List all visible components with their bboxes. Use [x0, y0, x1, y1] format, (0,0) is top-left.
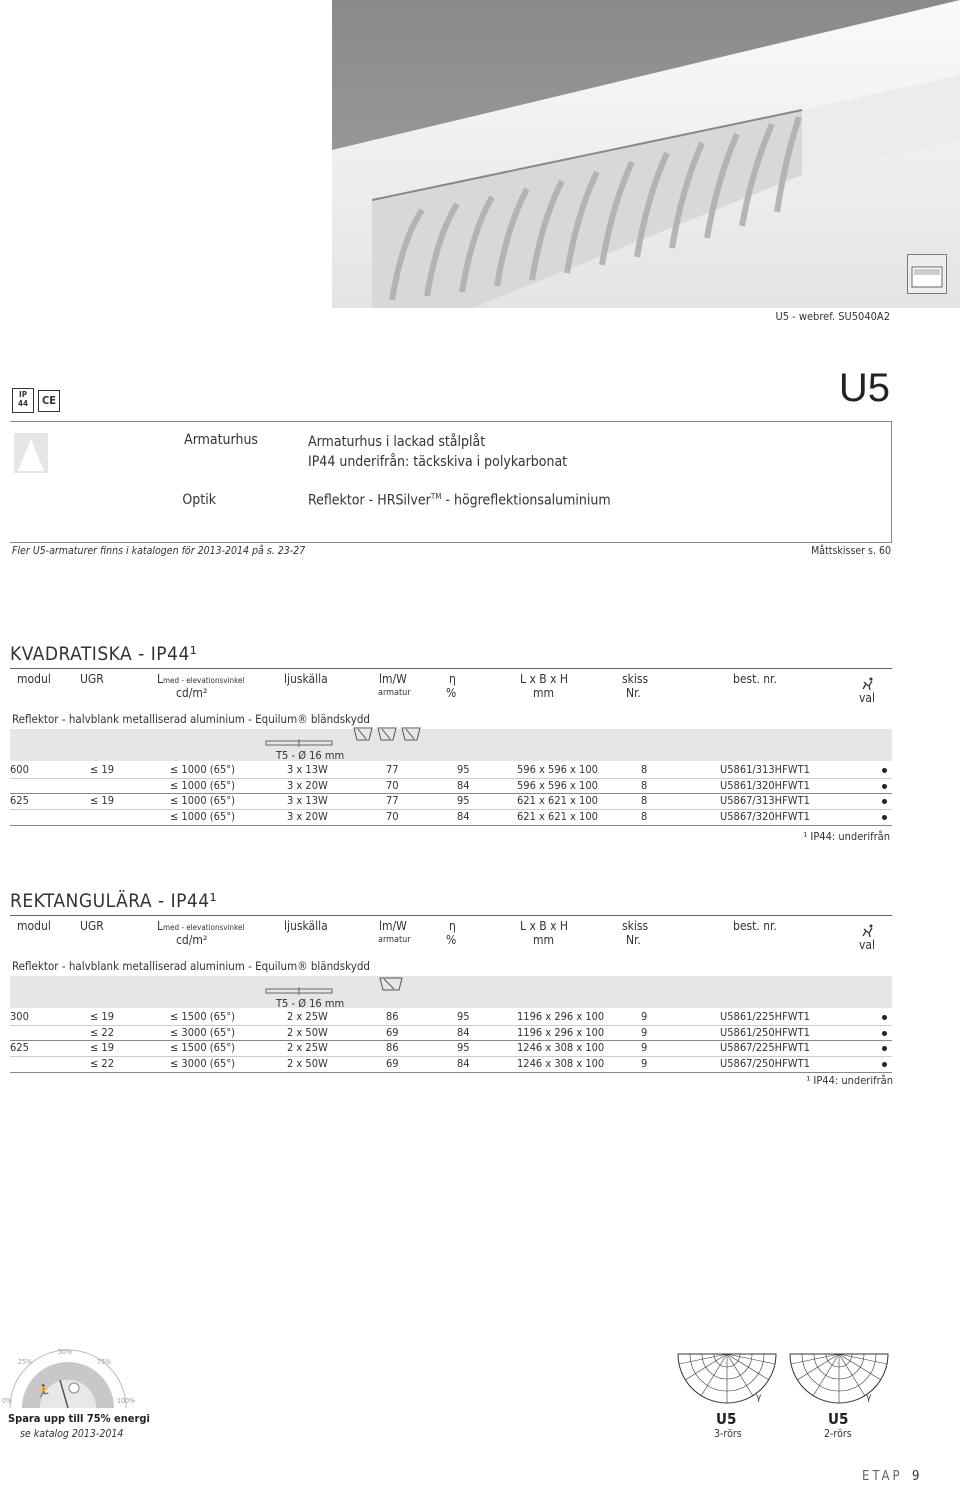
section-title-rect: REKTANGULÄRA - IP44¹ — [10, 890, 218, 912]
gauge-label-100: 100% — [117, 1397, 136, 1405]
footnote-rect: ¹ IP44: underifrån — [806, 1074, 893, 1087]
row-divider — [10, 778, 892, 779]
table-row: ≤ 22 ≤ 3000 (65°) 2 x 50W 69 84 1196 x 296 x 100 9 U5861/250HFWT1 — [10, 1025, 892, 1041]
table-row: ≤ 22 ≤ 3000 (65°) 2 x 50W 69 84 1246 x 308 x 100 9 U5867/250HFWT1 — [10, 1056, 892, 1072]
availability-dot — [882, 1046, 887, 1051]
divider — [10, 668, 892, 669]
photometric-code-2: U5 — [828, 1410, 849, 1428]
spec-label-housing: Armaturhus — [184, 432, 258, 448]
availability-dot — [882, 1031, 887, 1036]
lamp-label-rect: T5 - Ø 16 mm — [276, 997, 345, 1010]
table-row: 625 ≤ 19 ≤ 1000 (65°) 3 x 13W 77 95 621 x 621 x 100 8 U5867/313HFWT1 — [10, 793, 892, 809]
table-row: 625 ≤ 19 ≤ 1500 (65°) 2 x 25W 86 95 1246 x 308 x 100 9 U5867/225HFWT1 — [10, 1040, 892, 1056]
availability-dot — [882, 768, 887, 773]
louvre-icon — [378, 976, 404, 996]
availability-dot — [882, 1015, 887, 1020]
reflector-desc-rect: Reflektor - halvblank metalliserad aluminium - Equilum® bländskydd — [12, 959, 370, 973]
web-reference: U5 - webref. SU5040A2 — [775, 310, 890, 323]
availability-dot — [882, 1062, 887, 1067]
luminaire-illustration — [332, 0, 960, 308]
section-title-square: KVADRATISKA - IP44¹ — [10, 643, 198, 665]
table-row: 300 ≤ 19 ≤ 1500 (65°) 2 x 25W 86 95 1196 x 296 x 100 9 U5861/225HFWT1 — [10, 1009, 892, 1025]
row-divider — [10, 1040, 892, 1041]
photometric-label-2: 2-rörs — [824, 1428, 852, 1440]
polar-diagram-3-tube — [676, 1350, 778, 1414]
gamma-symbol: γ — [756, 1392, 762, 1403]
spec-value-optics: Reflektor - HRSilver™ - högreflektionsaluminium — [308, 492, 611, 509]
ip-badge: IP 44 — [12, 388, 34, 413]
ce-badge: CE — [38, 390, 60, 412]
product-photo — [332, 0, 960, 308]
divider — [10, 915, 892, 916]
lamp-band-square — [10, 729, 892, 761]
energy-headline: Spara upp till 75% energi — [8, 1412, 150, 1425]
reflector-desc-square: Reflektor - halvblank metalliserad aluminium - Equilum® bländskydd — [12, 712, 370, 726]
table-row: 600 ≤ 19 ≤ 1000 (65°) 3 x 13W 77 95 596 x 596 x 100 8 U5861/313HFWT1 — [10, 762, 892, 778]
sketch-note: Måttskisser s. 60 — [811, 545, 891, 557]
gauge-label-75: 75% — [97, 1358, 111, 1366]
energy-catalog-note: se katalog 2013-2014 — [20, 1428, 124, 1440]
brand-footer: ETAP — [862, 1469, 903, 1484]
spec-label-optics: Optik — [182, 492, 216, 508]
polar-diagram-2-tube — [788, 1350, 890, 1414]
row-divider — [10, 1025, 892, 1026]
spec-value-housing: Armaturhus i lackad stålplåt IP44 underifrån: täckskiva i polykarbonat — [308, 434, 568, 470]
lamp-label-square: T5 - Ø 16 mm — [276, 749, 345, 762]
housing-icon — [14, 433, 48, 473]
table-row: ≤ 1000 (65°) 3 x 20W 70 84 621 x 621 x 100 8 U5867/320HFWT1 — [10, 809, 892, 825]
product-code: U5 — [838, 366, 890, 410]
row-divider — [10, 1056, 892, 1057]
svg-text:🏃: 🏃 — [36, 1384, 51, 1398]
page-number: 9 — [912, 1469, 920, 1484]
footnote-square: ¹ IP44: underifrån — [803, 830, 890, 843]
availability-dot — [882, 815, 887, 820]
lamp-band-rect — [10, 976, 892, 1008]
row-divider — [10, 809, 892, 810]
gamma-symbol: γ — [866, 1392, 872, 1403]
row-divider — [10, 825, 892, 826]
luminaire-type-icon — [907, 254, 947, 294]
gauge-label-0: 0% — [2, 1397, 12, 1405]
catalog-note: Fler U5-armaturer finns i katalogen för 2013-2014 på s. 23-27 — [12, 545, 306, 557]
availability-dot — [882, 784, 887, 789]
row-divider — [10, 1072, 892, 1073]
row-divider — [10, 793, 892, 794]
photometric-label-3: 3-rörs — [714, 1428, 742, 1440]
photometric-code-3: U5 — [716, 1410, 737, 1428]
availability-dot — [882, 799, 887, 804]
gauge-label-25: 25% — [18, 1358, 32, 1366]
gauge-label-50: 50% — [58, 1348, 72, 1356]
louvre-icon-group — [352, 726, 422, 746]
table-row: ≤ 1000 (65°) 3 x 20W 70 84 596 x 596 x 100 8 U5861/320HFWT1 — [10, 778, 892, 794]
